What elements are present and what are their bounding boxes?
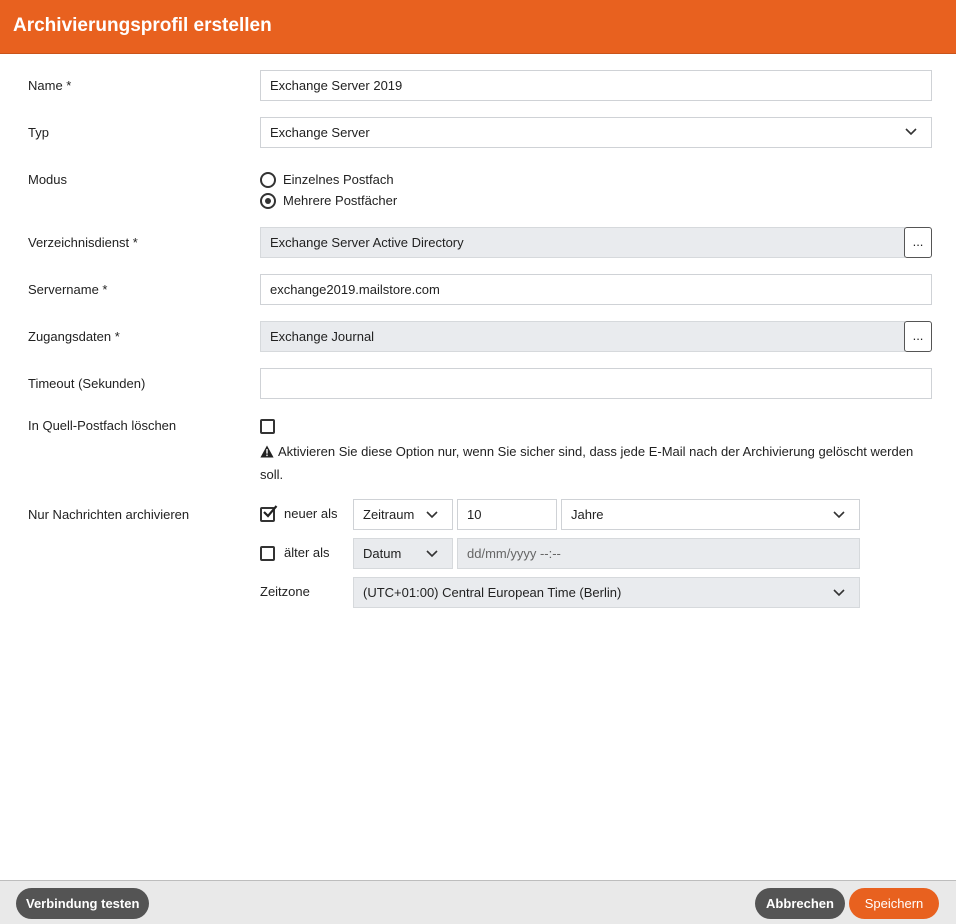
older-than-label: älter als [284, 545, 330, 560]
mode-single-radio[interactable] [260, 172, 276, 188]
directory-browse-button[interactable]: ... [904, 227, 932, 258]
credentials-field: Exchange Journal [260, 321, 905, 352]
mode-label: Modus [28, 172, 68, 187]
servername-input[interactable]: exchange2019.mailstore.com [260, 274, 932, 305]
chevron-down-icon [905, 128, 917, 136]
timezone-select[interactable] [353, 577, 860, 608]
timeout-label: Timeout (Sekunden) [28, 376, 146, 391]
type-label: Typ [28, 125, 49, 140]
newer-unit-select[interactable] [561, 499, 860, 530]
mode-multiple-label: Mehrere Postfächer [283, 193, 398, 208]
chevron-down-icon [833, 589, 845, 597]
credentials-label: Zugangsdaten * [28, 329, 120, 344]
newer-unit-value: Jahre [571, 507, 604, 522]
chevron-down-icon [833, 511, 845, 519]
delete-source-warning [260, 441, 920, 485]
older-mode-select[interactable] [353, 538, 453, 569]
newer-than-label: neuer als [284, 506, 338, 521]
archive-only-label: Nur Nachrichten archivieren [28, 507, 190, 522]
newer-amount-input[interactable]: 10 [457, 499, 557, 530]
newer-mode-value: Zeitraum [363, 507, 415, 522]
delete-source-warning-text: Aktivieren Sie diese Option nur, wenn Sie sicher sind, dass jede E-Mail nach der Archivierung gelöscht werden soll. [260, 444, 914, 482]
cancel-button[interactable]: Abbrechen [755, 888, 845, 919]
chevron-down-icon [426, 550, 438, 558]
type-select[interactable] [260, 117, 932, 148]
dialog-title: Archivierungsprofil erstellen [13, 15, 272, 36]
timeout-input[interactable] [260, 368, 932, 399]
warning-icon [260, 443, 274, 464]
type-select-value: Exchange Server [270, 125, 370, 140]
delete-source-label: In Quell-Postfach löschen [28, 418, 177, 433]
credentials-browse-button[interactable]: ... [904, 321, 932, 352]
timezone-value: (UTC+01:00) Central European Time (Berlin) [363, 585, 622, 600]
mode-multiple-radio[interactable] [260, 193, 276, 209]
directory-field: Exchange Server Active Directory [260, 227, 905, 258]
delete-source-checkbox[interactable] [260, 419, 275, 434]
timezone-label: Zeitzone [260, 584, 310, 599]
save-button[interactable]: Speichern [849, 888, 939, 919]
older-mode-value: Datum [363, 546, 402, 561]
test-connection-button[interactable]: Verbindung testen [16, 888, 149, 919]
dialog-header [0, 0, 956, 54]
mode-single-label: Einzelnes Postfach [283, 172, 394, 187]
older-date-input[interactable]: dd/mm/yyyy --:-- [457, 538, 860, 569]
dialog-footer [0, 880, 956, 924]
servername-label: Servername * [28, 282, 108, 297]
checkmark-icon [261, 504, 278, 523]
chevron-down-icon [426, 511, 438, 519]
newer-mode-select[interactable] [353, 499, 453, 530]
older-than-checkbox[interactable] [260, 546, 275, 561]
name-label: Name * [28, 78, 72, 93]
name-input[interactable]: Exchange Server 2019 [260, 70, 932, 101]
directory-label: Verzeichnisdienst * [28, 235, 138, 250]
